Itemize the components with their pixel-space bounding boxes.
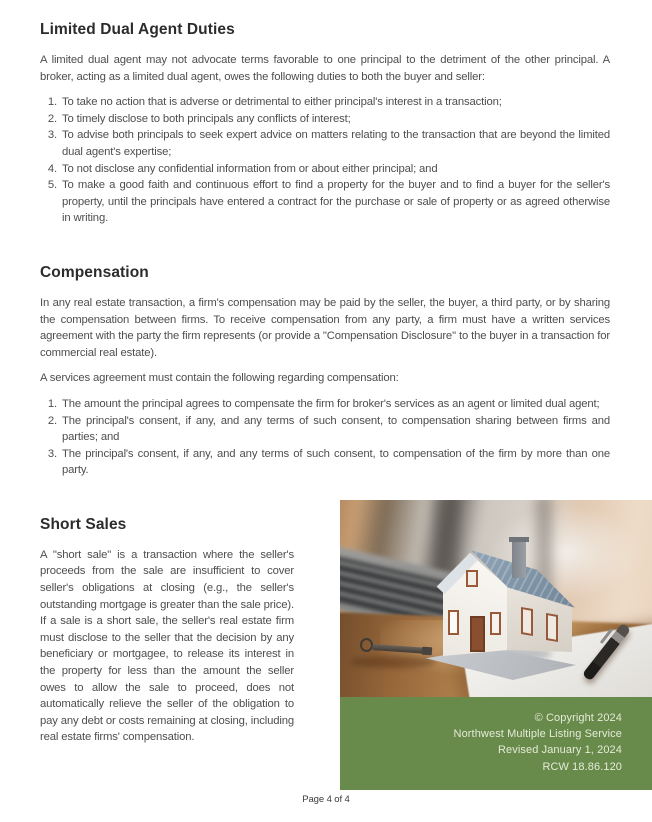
limited-dual-duties-list [40, 94, 610, 227]
copyright-line: RCW 18.86.120 [542, 760, 622, 773]
list-item: 3. To advise both principals to seek expert advice on matters relating to the transaction that are beyond the limited dual agent's expertise; [60, 127, 610, 160]
list-item: 5. To make a good faith and continuous effort to find a property for the buyer and to find a buyer for the seller's property, until the principals have entered a contract for the purchase or sale of property or as agreed otherwise in writing. [60, 177, 610, 227]
house-chimney-cap [509, 537, 529, 542]
list-item: 1. The amount the principal agrees to compensate the firm for broker's services as an agent or limited dual agent; [60, 396, 610, 413]
house-chimney [512, 540, 526, 578]
section-heading-compensation: Compensation [40, 263, 149, 281]
house-gable-window [466, 570, 478, 587]
house-window [546, 613, 558, 642]
list-item: 3. The principal's consent, if any, and any terms of such consent, to compensation of the firm by more than one party. [60, 446, 610, 479]
section-limited-dual-agent-duties [40, 21, 610, 227]
section-heading-limited-dual-agent-duties: Limited Dual Agent Duties [40, 21, 235, 38]
model-house-photo [340, 500, 652, 697]
house-door [470, 616, 485, 652]
key-ring [360, 638, 373, 652]
compensation-requirements-list [40, 396, 610, 479]
short-sales-paragraph: A "short sale" is a transaction where the seller's proceeds from the sale are insufficient to cover seller's obligations at closing (e.g., the seller's outstanding mortgage is greater than the sale price). If a sale is a short sale, the seller's real estate firm must disclose to the seller that the decision by any beneficiary or mortgagee, to release its interest in the property for less than the amount the seller owes to allow the sale to proceed, does not automatically relieve the seller of the obligation to pay any debt or costs remaining at closing, including real estate firms' compensation. [40, 548, 294, 744]
miniature-house [426, 534, 586, 682]
figure-block [340, 500, 652, 790]
limited-dual-intro-paragraph: A limited dual agent may not advocate terms favorable to one principal to the detriment of the other principal. A broker, acting as a limited dual agent, owes the following duties to both the buyer and seller: [40, 54, 610, 83]
copyright-line: © Copyright 2024 [534, 712, 622, 724]
list-item: 2. The principal's consent, if any, and any terms of such consent, to compensation sharing between firms and parties; and [60, 413, 610, 446]
section-compensation [40, 264, 610, 479]
copyright-line: Revised January 1, 2024 [498, 744, 622, 757]
copyright-line: Northwest Multiple Listing Service [453, 728, 622, 741]
copyright-box [340, 697, 652, 790]
section-heading-short-sales: Short Sales [40, 515, 127, 533]
list-item: 1. To take no action that is adverse or detrimental to either principal's interest in a transaction; [60, 94, 610, 111]
list-item: 2. To timely disclose to both principals any conflicts of interest; [60, 111, 610, 128]
keys-shadow [350, 656, 436, 668]
compensation-paragraph-1: In any real estate transaction, a firm's compensation may be paid by the seller, the buyer, a third party, or by sharing the compensation between firms. To receive compensation from any party, a firm must have a written services agreement with the party the firm represents (or provide a "Compensation Disclosure" to the buyer in a transaction for commercial real estate). [40, 296, 610, 359]
house-window [490, 612, 501, 635]
house-window [521, 607, 533, 636]
page-number: Page 4 of 4 [302, 794, 350, 805]
compensation-paragraph-2: A services agreement must contain the following regarding compensation: [40, 372, 399, 385]
house-window [448, 610, 459, 635]
list-item: 4. To not disclose any confidential information from or about either principal; and [60, 161, 610, 178]
